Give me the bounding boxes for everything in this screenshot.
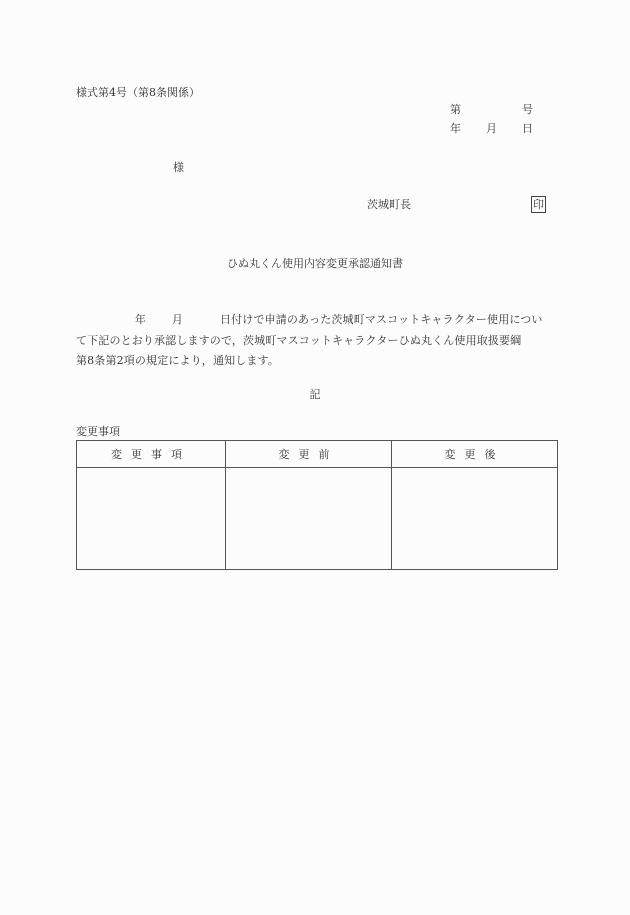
- body-text-line-3: 第8条第2項の規定により，通知します。: [76, 354, 279, 367]
- body-line-1: [76, 310, 557, 331]
- addressee-honorific: 様: [173, 161, 184, 174]
- column-header-before: 変更前: [226, 441, 392, 468]
- cell-after: [392, 468, 558, 570]
- changes-section-label: 変更事項: [76, 425, 120, 438]
- column-header-change-item: 変更事項: [77, 441, 226, 468]
- column-header-after: 変更後: [392, 441, 558, 468]
- issuer-name: 茨城町長: [367, 198, 411, 211]
- document-number-prefix: 第: [450, 103, 461, 116]
- application-date-month: 月: [171, 313, 183, 326]
- document-number-suffix: 号: [522, 103, 533, 116]
- table-row: [77, 468, 558, 570]
- changes-table: [76, 440, 558, 570]
- application-date-year: 年: [134, 313, 146, 326]
- document-title: ひぬ丸くん使用内容変更承認通知書: [227, 257, 403, 270]
- ki-marker: 記: [309, 388, 321, 401]
- issue-date-month: 月: [486, 122, 497, 135]
- seal-mark-icon: 印: [533, 198, 544, 211]
- issue-date-day: 日: [522, 122, 533, 135]
- body-text-line-2: て下記のとおり承認しますので，茨城町マスコットキャラクターひぬ丸くん使用取扱要綱: [76, 333, 522, 347]
- cell-change-item: [77, 468, 226, 570]
- body-text-line-1: 日付けで申請のあった茨城町マスコットキャラクター使用につい: [220, 313, 543, 326]
- form-number: 様式第4号（第8条関係）: [76, 86, 200, 99]
- table-header-row: [77, 441, 558, 468]
- issue-date-year: 年: [450, 122, 461, 135]
- cell-before: [226, 468, 392, 570]
- body-paragraph: [76, 310, 557, 372]
